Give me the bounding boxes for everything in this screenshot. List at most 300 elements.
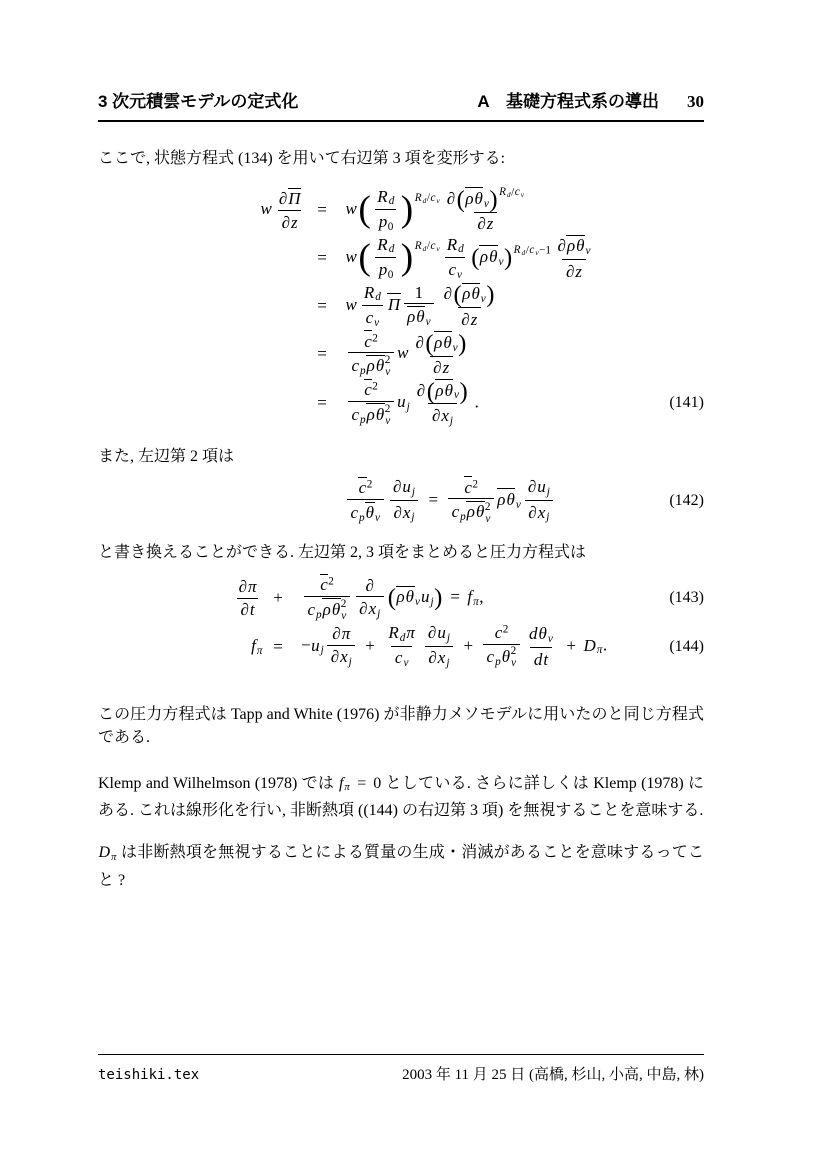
equation-number: (143): [669, 589, 704, 607]
equation-lhs: [98, 636, 263, 657]
numerator: [443, 186, 527, 211]
math-var: Π: [387, 294, 401, 314]
close-paren: ): [400, 189, 414, 230]
math-var: π: [341, 624, 351, 644]
math-item: [410, 377, 474, 427]
math-item: [480, 623, 523, 670]
footer-filename: teishiki.tex: [98, 1067, 200, 1083]
math-item: [364, 380, 378, 399]
math-item: [382, 623, 422, 670]
denominator: [445, 257, 466, 281]
math-var: ρ: [434, 332, 443, 352]
denominator: [458, 307, 481, 329]
superscript: [367, 479, 373, 491]
math-item: [345, 380, 397, 428]
math-var: v: [453, 389, 459, 402]
math-var: ∂: [330, 647, 340, 667]
math-item: [401, 282, 438, 329]
math-item: [364, 332, 378, 351]
math-item: [437, 281, 501, 329]
equation-align-operator: +: [273, 588, 283, 608]
superscript: [414, 192, 440, 204]
math-item: [499, 186, 515, 200]
math-var: π: [247, 576, 257, 596]
math-fraction: [304, 574, 350, 623]
math-var: ∂: [461, 309, 470, 329]
denominator: [347, 499, 384, 525]
math-item: [537, 477, 551, 499]
math-var: ∂: [565, 261, 575, 281]
denominator: [404, 303, 435, 329]
math-text: −1: [539, 244, 552, 257]
header-section-title: A 基礎方程式系の導出: [477, 92, 659, 111]
numerator: [275, 188, 304, 210]
math-var: v: [374, 316, 380, 329]
math-group: [471, 244, 513, 271]
math-var: c: [365, 307, 374, 327]
open-paren: (: [456, 185, 465, 213]
paragraph-klemp: [98, 772, 704, 823]
math-var: R: [414, 240, 422, 253]
math-item: [416, 307, 431, 329]
math-var: v: [436, 195, 440, 205]
math-var: v: [480, 293, 486, 306]
math-var: j: [446, 632, 450, 645]
math-var: ρ: [465, 188, 474, 208]
math-var: c: [364, 380, 372, 400]
equation-align-operator: =: [317, 200, 327, 219]
math-var: R: [388, 623, 399, 643]
math-var: θ: [443, 332, 452, 352]
math-text: 1: [414, 282, 424, 302]
math-var: v: [415, 595, 420, 608]
math-var: ρ: [322, 599, 331, 619]
math-var: j: [430, 595, 434, 608]
math-var: ρ: [462, 284, 471, 304]
numerator: [360, 283, 384, 306]
math-operator: +: [463, 635, 474, 655]
math-item: [377, 187, 395, 206]
math-item: [523, 624, 560, 669]
superscript: [372, 381, 378, 393]
math-var: v: [515, 498, 521, 511]
numerator: [390, 477, 419, 500]
math-var: c: [430, 240, 436, 253]
subscript: [446, 657, 450, 669]
math-var: θ: [475, 502, 485, 522]
math-var: j: [406, 401, 410, 414]
open-paren: (: [425, 329, 434, 357]
math-fraction: [360, 283, 384, 330]
subscript: [546, 511, 550, 523]
math-item: [371, 186, 401, 233]
math-item: [378, 260, 393, 279]
math-item: [474, 189, 489, 208]
math-var: ∂: [393, 502, 402, 522]
math-item: [366, 405, 375, 424]
equation-line: [98, 282, 704, 330]
math-var: ∂: [238, 576, 247, 596]
paragraph-rewrite: [98, 541, 704, 564]
math-text: 2: [328, 575, 334, 588]
math-item: [514, 186, 524, 198]
math-var: z: [291, 212, 298, 232]
math-item: [388, 623, 406, 645]
math-var: ρ: [407, 307, 416, 327]
math-item: [365, 308, 380, 327]
math-var: ρ: [497, 489, 506, 509]
superscript: [499, 186, 525, 198]
equation-number: (141): [669, 394, 704, 412]
math-item: [513, 244, 526, 256]
math-group: [358, 186, 414, 233]
math-item: [357, 186, 440, 233]
math-var: ∂: [415, 332, 424, 352]
math-var: w: [260, 198, 272, 218]
math-item: [566, 236, 575, 255]
math-var: θ: [365, 503, 375, 522]
math-text: 0: [387, 268, 394, 281]
numerator: [361, 330, 381, 352]
math-item: [331, 598, 347, 622]
math-var: z: [575, 261, 583, 281]
superscript: [485, 502, 491, 514]
numerator: [412, 283, 427, 304]
open-paren: (: [426, 377, 435, 405]
math-group: [456, 185, 498, 213]
equation-number: (142): [669, 491, 704, 509]
subscript: [375, 291, 382, 303]
math-var: π: [256, 645, 263, 658]
math-var: j: [449, 414, 454, 427]
math-item: [444, 381, 459, 400]
page-header: [98, 87, 704, 122]
math-text: 2: [510, 645, 517, 658]
math-var: ∂: [557, 236, 566, 256]
numerator: [385, 623, 419, 646]
equation-line: [98, 474, 704, 528]
math-var: v: [535, 248, 539, 258]
math-var: f: [338, 774, 344, 792]
math-item: [501, 645, 517, 670]
math-var: ∂: [359, 598, 368, 618]
math-text: ここで, 状態方程式 (134) を用いて右辺第 3 項を変形する:: [98, 150, 506, 167]
math-item: [251, 636, 263, 658]
math-item: [324, 624, 358, 669]
math-var: ∂: [281, 212, 291, 232]
math-text: 2: [384, 354, 391, 367]
denominator: [348, 401, 394, 428]
math-scripts: [341, 599, 347, 623]
math-item: [537, 503, 550, 522]
math-item: [465, 189, 474, 208]
math-var: u: [397, 392, 406, 412]
close-paren: ): [486, 281, 495, 309]
numerator: [374, 187, 398, 210]
math-fraction: [448, 476, 494, 525]
math-item: [464, 478, 478, 497]
numerator: [524, 477, 553, 500]
math-var: ∂: [278, 189, 288, 209]
math-var: c: [529, 244, 535, 257]
math-item: [441, 406, 454, 425]
math-var: v: [498, 255, 504, 268]
math-fraction: [327, 624, 355, 669]
math-item: [440, 185, 530, 234]
group-inner: [371, 234, 401, 281]
math-var: d: [399, 632, 406, 645]
math-var: θ: [538, 624, 547, 644]
math-var: ρ: [566, 236, 576, 256]
math-var: z: [442, 358, 450, 378]
math-fraction: [385, 623, 419, 670]
equation-line: [98, 186, 704, 234]
math-var: p: [360, 413, 366, 426]
math-item: [471, 284, 486, 306]
math-var: R: [499, 186, 506, 199]
math-fraction: [356, 576, 384, 621]
denominator: [375, 257, 396, 281]
group-inner: [434, 333, 459, 352]
equation-rhs: [337, 330, 473, 379]
math-item: [322, 600, 331, 619]
math-text: 2: [366, 478, 373, 491]
math-item: [409, 329, 473, 378]
group-inner: [462, 284, 487, 306]
math-var: ∂: [528, 502, 537, 522]
math-fraction: [404, 283, 435, 329]
math-var: v: [452, 341, 458, 354]
math-var: π: [406, 623, 415, 643]
math-item: [430, 192, 440, 204]
math-fraction: [554, 235, 594, 281]
equation-rhs: [293, 574, 484, 623]
math-var: t: [543, 649, 549, 669]
numerator: [461, 476, 481, 498]
math-var: u: [437, 623, 446, 643]
math-item: [397, 392, 411, 414]
math-var: v: [456, 268, 462, 281]
denominator: [237, 598, 258, 620]
page-content: [98, 0, 704, 892]
math-item: [350, 503, 365, 522]
subscript: [520, 190, 524, 199]
numerator: [424, 623, 453, 646]
math-text: 2: [502, 623, 509, 636]
math-fraction: [347, 477, 384, 525]
math-var: θ: [501, 647, 511, 667]
equation-rhs: [337, 283, 502, 330]
subscript: [341, 611, 347, 623]
math-item: [358, 478, 372, 497]
math-item: [387, 584, 444, 612]
equation-align-operator: =: [317, 248, 327, 267]
math-var: c: [394, 648, 403, 668]
math-var: p: [360, 364, 366, 377]
math-var: ρ: [366, 356, 375, 376]
subscript: [374, 317, 380, 329]
math-fraction: [348, 330, 394, 379]
math-var: ρ: [435, 380, 444, 400]
math-var: v: [485, 512, 491, 525]
math-var: R: [446, 234, 458, 254]
math-item: [351, 356, 366, 375]
math-var: z: [470, 309, 478, 329]
math-scripts: [511, 646, 517, 670]
close-paren: ): [400, 237, 414, 278]
math-var: ρ: [466, 502, 475, 522]
math-var: c: [307, 599, 316, 619]
equation-line: [98, 234, 704, 282]
numerator: [526, 624, 557, 647]
math-var: c: [514, 186, 520, 199]
math-var: x: [437, 648, 446, 668]
paragraph-intro: [98, 147, 704, 170]
math-var: R: [363, 282, 375, 302]
math-var: d: [529, 624, 538, 644]
math-item: [440, 234, 470, 281]
math-group: [358, 234, 414, 281]
math-var: d: [388, 243, 395, 256]
math-text: 0 としている. さらに詳しくは Klemp (1978) にある. これは線形化を行い, 非断熱項 ((144) の右辺第 3 項) を無視することを意味する.: [98, 774, 704, 820]
math-item: [357, 234, 440, 281]
math-var: ρ: [479, 246, 489, 266]
numerator: [374, 235, 398, 258]
math-item: [340, 647, 353, 669]
denominator: [530, 647, 551, 669]
subscript: [485, 514, 491, 526]
math-var: x: [441, 405, 449, 425]
math-var: d: [533, 649, 543, 669]
math-var: R: [377, 234, 388, 254]
math-item: [489, 247, 504, 266]
math-scripts: [385, 355, 391, 379]
superscript: [414, 240, 440, 252]
math-var: π: [344, 782, 350, 794]
math-item: [426, 377, 469, 405]
math-fraction: [440, 283, 498, 329]
math-scripts: [385, 404, 391, 428]
math-item: [344, 478, 387, 524]
equation-align-operator: =: [273, 636, 283, 656]
math-var: f: [251, 636, 256, 656]
math-var: ∂: [433, 358, 442, 378]
subscript: [456, 269, 462, 281]
page-footer: [98, 1054, 704, 1084]
open-paren: (: [358, 189, 371, 230]
math-group: [453, 281, 495, 309]
group-inner: [371, 186, 401, 233]
math-var: x: [537, 502, 546, 522]
math-var: v: [385, 366, 391, 379]
numerator: [491, 623, 511, 644]
math-item: [475, 500, 491, 525]
footer-date-authors: 2003 年 11 月 25 日 (高橋, 杉山, 小高, 中島, 林): [402, 1067, 704, 1083]
math-item: [453, 281, 496, 309]
math-item: [363, 283, 381, 302]
math-operator: =: [450, 587, 460, 607]
denominator: [278, 210, 301, 232]
close-paren: ): [458, 329, 467, 357]
math-item: [437, 623, 451, 645]
denominator: [448, 498, 494, 525]
math-item: [405, 587, 420, 606]
math-item: [365, 503, 380, 522]
numerator: [443, 235, 467, 258]
math-var: ρ: [396, 587, 405, 607]
subscript: [403, 657, 409, 669]
math-var: θ: [444, 380, 453, 400]
math-var: v: [385, 415, 391, 428]
math-item: [443, 333, 458, 352]
numerator: [362, 576, 377, 597]
denominator: [375, 209, 396, 233]
math-var: θ: [489, 246, 498, 266]
group-inner: [435, 381, 460, 400]
math-var: v: [483, 197, 489, 210]
equation-align-operator: =: [317, 344, 327, 364]
math-var: u: [402, 477, 411, 497]
denominator: [362, 305, 383, 329]
math-var: π: [111, 851, 117, 863]
math-var: π: [596, 644, 603, 657]
math-item: [387, 477, 422, 524]
math-item: [470, 244, 552, 271]
math-var: u: [537, 477, 546, 497]
math-var: d: [422, 195, 427, 205]
numerator: [412, 331, 470, 355]
math-var: ρ: [366, 404, 375, 424]
equation-line: [98, 379, 704, 428]
math-var: c: [364, 331, 372, 351]
math-scripts: [485, 502, 491, 526]
denominator: [474, 212, 497, 234]
subscript: [348, 656, 352, 668]
math-var: v: [425, 316, 431, 329]
math-var: d: [458, 243, 464, 256]
math-item: [583, 636, 603, 655]
subscript: [375, 512, 381, 524]
math-var: θ: [471, 284, 480, 304]
math-fraction: [413, 379, 471, 427]
math-var: u: [311, 635, 320, 655]
subscript: [385, 416, 391, 428]
math-var: j: [348, 656, 352, 669]
math-var: w: [345, 246, 357, 266]
math-fraction: [374, 235, 398, 282]
header-left-title: 3 次元積雲モデルの定式化: [98, 92, 299, 111]
math-var: Π: [288, 189, 301, 209]
equation-143-144: [98, 574, 704, 671]
subscript: [256, 645, 263, 657]
superscript: [513, 244, 551, 256]
equation-rhs: [337, 186, 531, 233]
math-item: [435, 381, 444, 400]
math-var: j: [320, 644, 324, 657]
math-text: と書き換えることができる. 左辺第 2, 3 項をまとめると圧力方程式は: [98, 543, 587, 561]
superscript: [372, 332, 378, 344]
denominator: [390, 500, 418, 524]
math-text: また, 左辺第 2 項は: [98, 447, 235, 465]
math-fraction: [526, 624, 557, 669]
math-item: [375, 354, 391, 379]
numerator: [361, 379, 381, 401]
header-right-group: [477, 87, 704, 112]
close-paren: ): [434, 584, 443, 612]
math-var: x: [402, 502, 411, 522]
math-var: c: [351, 356, 360, 376]
math-text: 2: [372, 331, 378, 344]
